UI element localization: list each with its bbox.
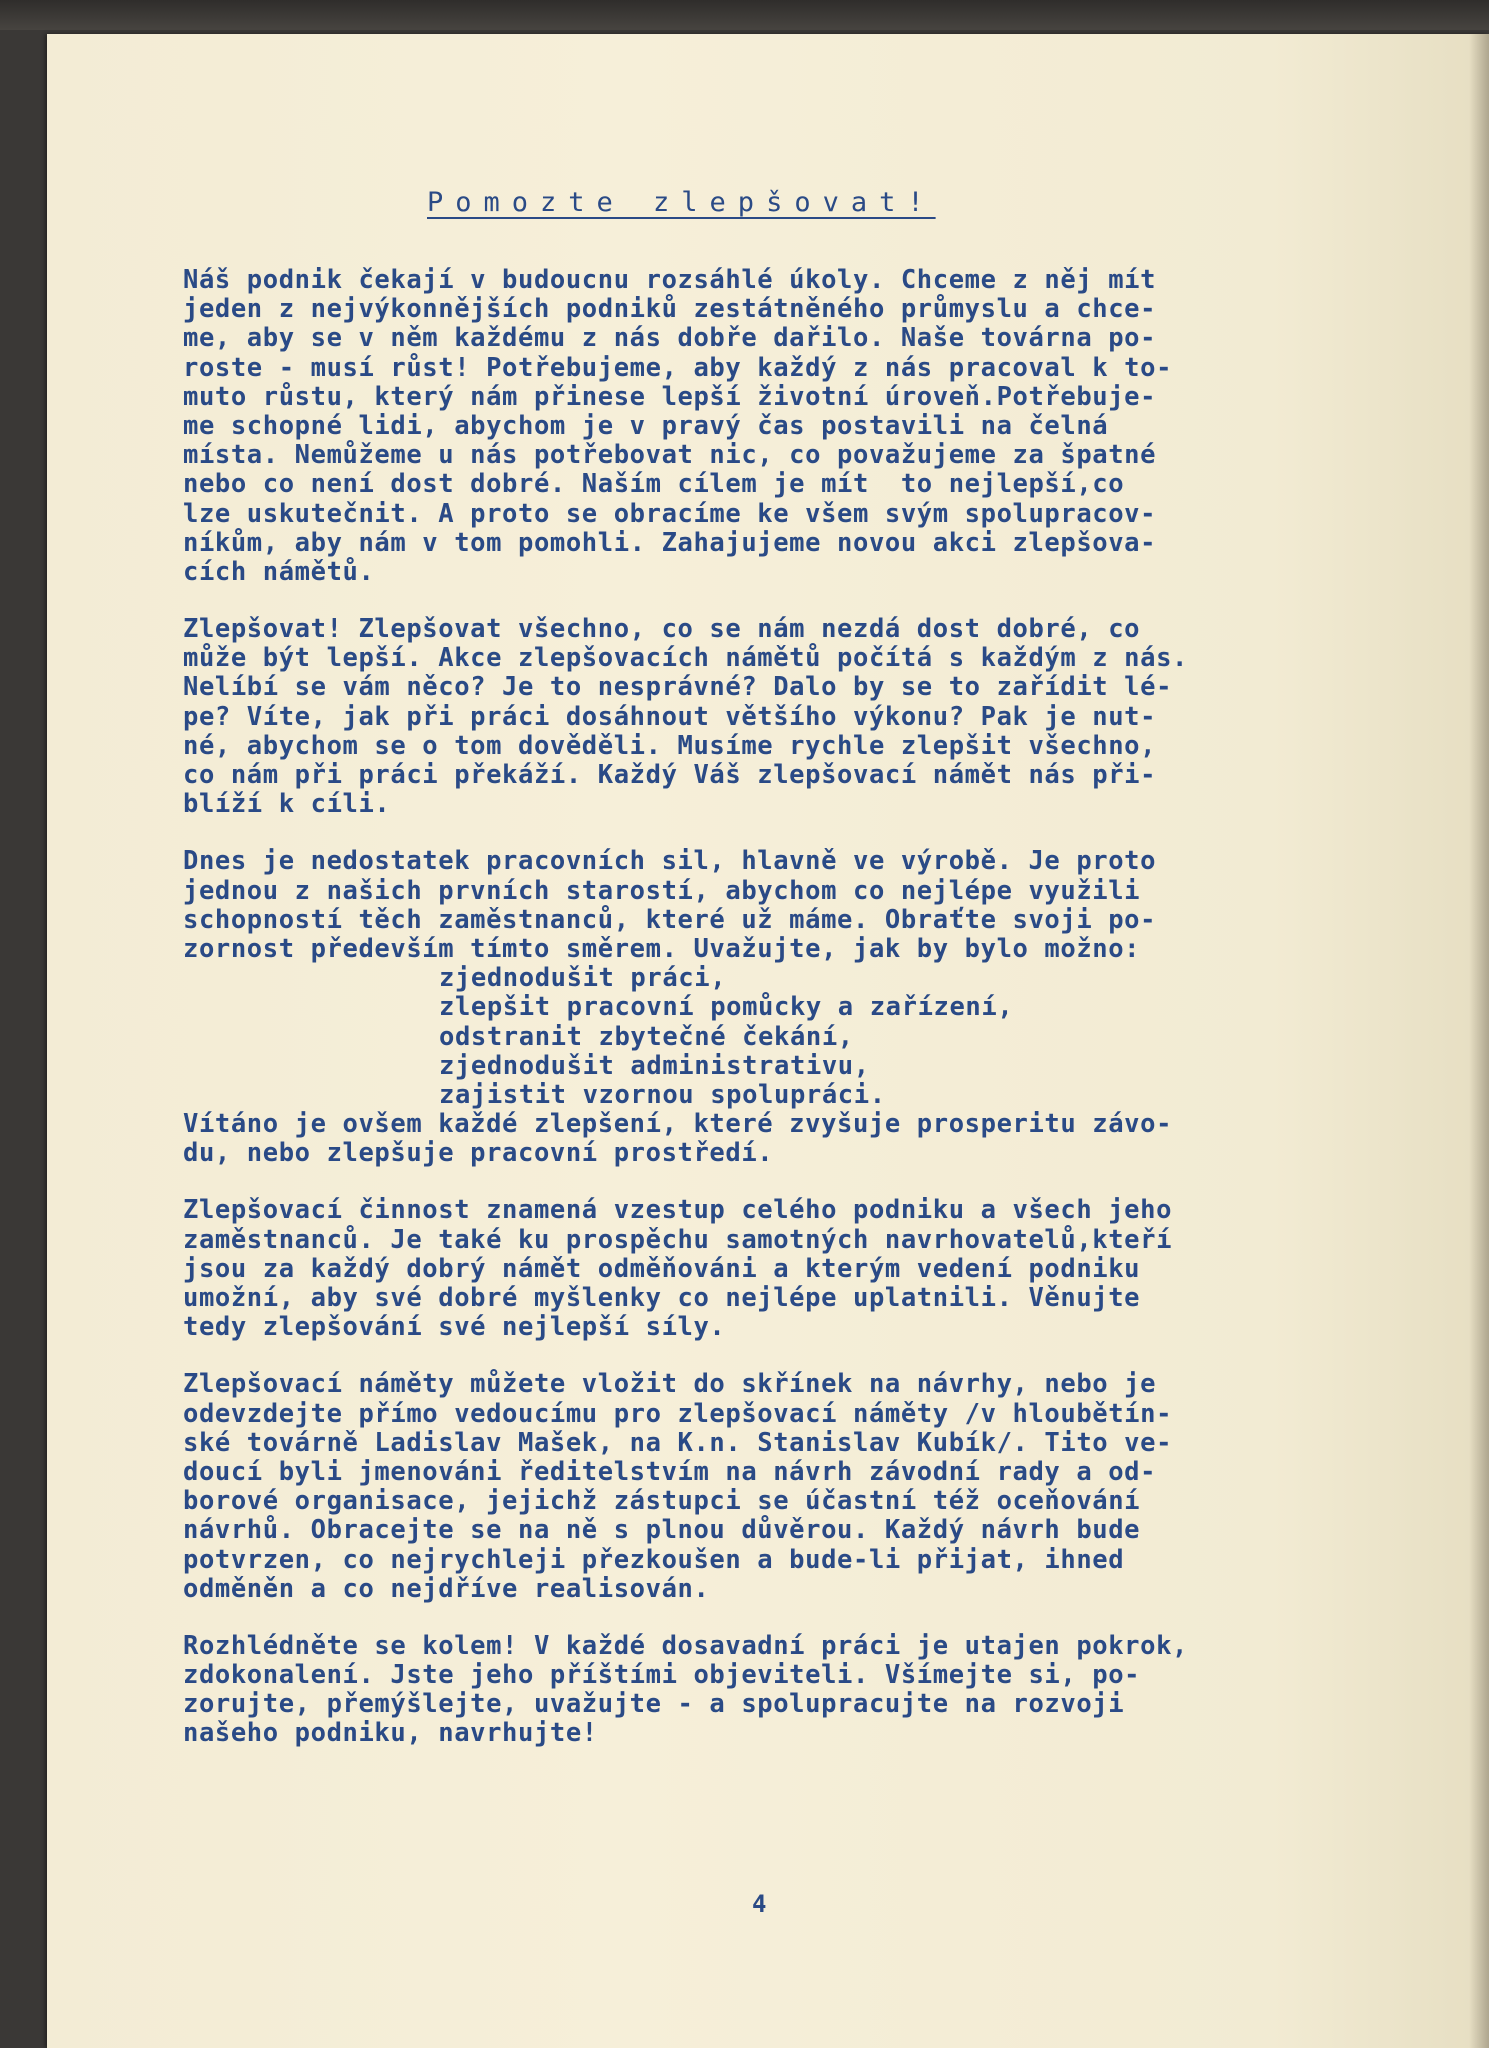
text-line: Rozhlédněte se kolem! V každé dosavadní práci je utajen pokrok, [183, 1630, 1188, 1661]
text-line: zdokonalení. Jste jeho příštími objeviteli. Všímejte si, po- [183, 1660, 1141, 1691]
list-item: zlepšit pracovní pomůcky a zařízení, [439, 992, 1014, 1023]
text-line: ské továrně Ladislav Mašek, na K.n. Stanislav Kubík/. Tito ve- [183, 1427, 1173, 1458]
text-line: doucí byli jmenováni ředitelstvím na návrh závodní rady a od- [183, 1456, 1157, 1487]
page-spine-shadow [1469, 34, 1489, 2048]
paragraph-closing [183, 1632, 1363, 1749]
text-line: me schopné lidi, abychom je v pravý čas postavili na čelná [183, 410, 1109, 441]
text-line: schopností těch zaměstnanců, které už máme. Obraťte svoji po- [183, 904, 1157, 935]
paragraph-benefit [183, 1196, 1363, 1342]
text-line: odměněn a co nejdříve realisován. [183, 1573, 710, 1604]
page-number: 4 [752, 1890, 767, 1918]
text-line: zorujte, přemýšlejte, uvažujte - a spolupracujte na rozvoji [183, 1689, 1125, 1720]
text-line: jsou za každý dobrý námět odměňováni a kterým vedení podniku [183, 1253, 1141, 1284]
text-line: umožní, aby své dobré myšlenky co nejlépe uplatnili. Věnujte [183, 1283, 1141, 1313]
list-item: zjednodušit administrativu, [439, 1050, 870, 1081]
paragraph-intro [183, 266, 1363, 587]
text-line: Nelíbí se vám něco? Je to nesprávné? Dalo by se to zařídit lé- [183, 672, 1173, 703]
text-line: né, abychom se o tom dověděli. Musíme rychle zlepšit všechno, [183, 730, 1157, 761]
body-text [183, 266, 1363, 1777]
list-item: zjednodušit práci, [439, 963, 727, 994]
paragraph-workforce [183, 847, 1363, 1168]
text-line: pe? Víte, jak při práci dosáhnout většího výkonu? Pak je nut- [183, 701, 1157, 732]
paragraph-submission [183, 1370, 1363, 1604]
text-line: tedy zlepšování své nejlepší síly. [183, 1312, 726, 1343]
text-line: jeden z nejvýkonnějších podniků zestátněného průmyslu a chce- [183, 294, 1157, 325]
text-line: co nám při práci překáží. Každý Váš zlepšovací námět nás při- [183, 760, 1157, 790]
text-line: me, aby se v něm každému z nás dobře dařilo. Naše továrna po- [183, 323, 1157, 354]
text-line: místa. Nemůžeme u nás potřebovat nic, co považujeme za špatné [183, 440, 1157, 471]
text-line: návrhů. Obracejte se na ně s plnou důvěrou. Každý návrh bude [183, 1515, 1141, 1546]
text-line: muto růstu, který nám přinese lepší životní úroveň.Potřebuje- [183, 381, 1157, 412]
text-line: zornost především tímto směrem. Uvažujte, jak by bylo možno: [183, 933, 1141, 964]
text-line: Vítáno je ovšem každé zlepšení, které zvyšuje prosperitu závo- [183, 1109, 1173, 1140]
text-line: odevzdejte přímo vedoucímu pro zlepšovací náměty /v hloubětín- [183, 1398, 1173, 1429]
text-line: Zlepšovací náměty můžete vložit do skřínek na návrhy, nebo je [183, 1369, 1157, 1400]
text-line: může být lepší. Akce zlepšovacích námětů počítá s každým z nás. [183, 643, 1188, 674]
page-title: Pomozte zlepšovat! [427, 187, 936, 218]
text-line: Zlepšovat! Zlepšovat všechno, co se nám nezdá dost dobré, co [183, 614, 1141, 645]
text-line: borové organisace, jejichž zástupci se účastní též oceňování [183, 1486, 1141, 1517]
text-line: nebo co není dost dobré. Naším cílem je mít to nejlepší,co [183, 469, 1125, 500]
list-item: zajistit vzornou spolupráci. [439, 1079, 886, 1110]
paragraph-improve [183, 615, 1363, 819]
text-line: níkům, aby nám v tom pomohli. Zahajujeme novou akci zlepšova- [183, 527, 1157, 558]
text-line: Náš podnik čekají v budoucnu rozsáhlé úkoly. Chceme z něj mít [183, 265, 1157, 295]
text-line: potvrzen, co nejrychleji přezkoušen a bude-li přijat, ihned [183, 1544, 1125, 1575]
text-line: jednou z našich prvních starostí, abychom co nejlépe využili [183, 875, 1141, 906]
text-line: lze uskutečnit. A proto se obracíme ke všem svým spolupracov- [183, 498, 1157, 529]
text-line: Zlepšovací činnost znamená vzestup celého podniku a všech jeho [183, 1195, 1173, 1226]
text-line: blíží k cíli. [183, 789, 391, 820]
text-line: cích námětů. [183, 556, 375, 587]
text-line: zaměstnanců. Je také ku prospěchu samotných navrhovatelů,kteří [183, 1224, 1173, 1255]
text-line: Dnes je nedostatek pracovních sil, hlavně ve výrobě. Je proto [183, 846, 1157, 877]
text-line: du, nebo zlepšuje pracovní prostředí. [183, 1138, 774, 1169]
text-line: roste - musí růst! Potřebujeme, aby každý z nás pracoval k to- [183, 352, 1173, 383]
scan-background [0, 0, 1489, 30]
text-line: našeho podniku, navrhujte! [183, 1718, 598, 1749]
list-item: odstranit zbytečné čekání, [439, 1021, 854, 1052]
improvement-list [183, 964, 1363, 1110]
